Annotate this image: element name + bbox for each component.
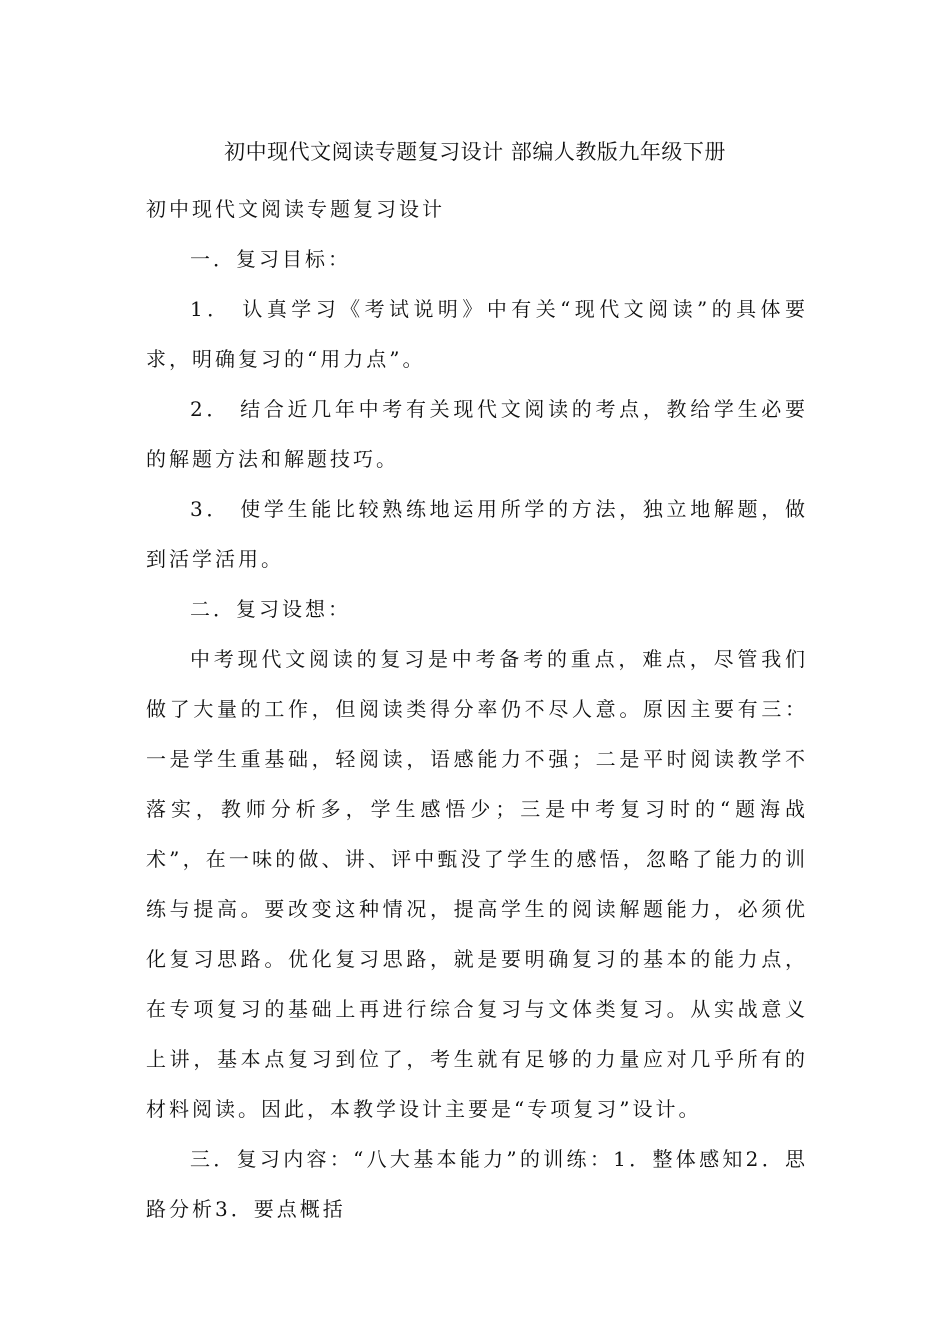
section-heading-goals: 一．复习目标： [190, 247, 351, 271]
section-heading-plan: 二．复习设想： [190, 597, 351, 621]
goal-item-2: 2． 结合近几年中考有关现代文阅读的考点，教给学生必要的解题方法和解题技巧。 [146, 397, 808, 471]
document-subtitle: 初中现代文阅读专题复习设计 [146, 197, 445, 221]
plan-paragraph: 中考现代文阅读的复习是中考备考的重点，难点，尽管我们做了大量的工作，但阅读类得分率仍不尽人意。原因主要有三：一是学生重基础，轻阅读，语感能力不强；二是平时阅读教学不落实，教师分析多，学生感悟少；三是中考复习时的“题海战术”，在一味的做、讲、评中甄没了学生的感悟，忽略了能力的训练与提高。要改变这种情况，提高学生的阅读解题能力，必须优化复习思路。优化复习思路，就是要明确复习的基本的能力点，在专项复习的基础上再进行综合复习与文体类复习。从实战意义上讲，基本点复习到位了，考生就有足够的力量应对几乎所有的材料阅读。因此，本教学设计主要是“专项复习”设计。 [146, 647, 808, 1121]
goal-item-3: 3． 使学生能比较熟练地运用所学的方法，独立地解题，做到活学活用。 [146, 497, 808, 571]
document-title: 初中现代文阅读专题复习设计 部编人教版九年级下册 [224, 140, 726, 164]
goal-item-1: 1． 认真学习《考试说明》中有关“现代文阅读”的具体要求，明确复习的“用力点”。 [146, 297, 808, 371]
section-content-paragraph: 三．复习内容：“八大基本能力”的训练：1．整体感知2．思路分析3．要点概括 [146, 1147, 808, 1221]
document-body [146, 184, 808, 1234]
